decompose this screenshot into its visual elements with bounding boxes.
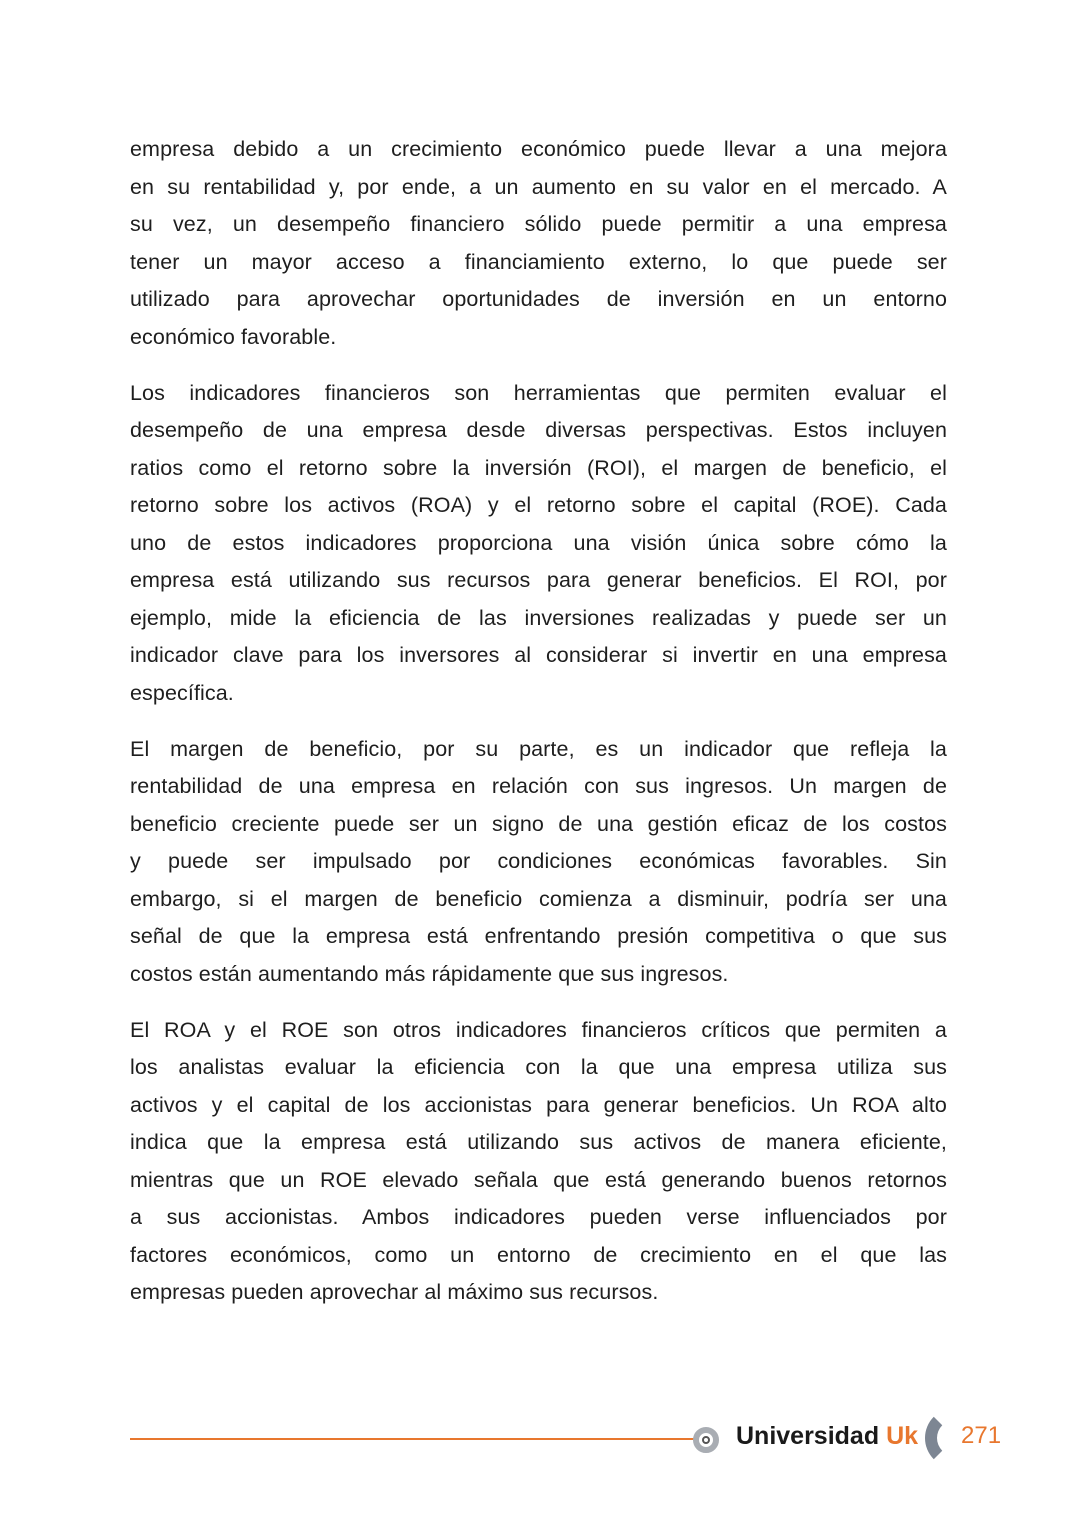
text-line: ratios como el retorno sobre la inversión (ROI), el margen de beneficio, el bbox=[130, 455, 947, 480]
footer-rule bbox=[130, 1438, 695, 1440]
text-line: desempeño de una empresa desde diversas perspectivas. Estos incluyen bbox=[130, 418, 947, 442]
paragraph bbox=[130, 131, 947, 356]
paragraph bbox=[130, 731, 947, 994]
text-line: rentabilidad de una empresa en relación con sus ingresos. Un margen de bbox=[130, 774, 947, 798]
brand-name: Universidad bbox=[736, 1422, 880, 1450]
paragraph bbox=[130, 1012, 947, 1312]
text-line: retorno sobre los activos (ROA) y el retorno sobre el capital (ROE). Cada bbox=[130, 493, 947, 517]
text-line: tener un mayor acceso a financiamiento externo, lo que puede ser bbox=[130, 249, 947, 274]
text-line: embargo, si el margen de beneficio comienza a disminuir, podría ser una bbox=[130, 886, 947, 911]
text-line: indica que la empresa está utilizando sus activos de manera eficiente, bbox=[130, 1130, 947, 1154]
text-line: mientras que un ROE elevado señala que está generando buenos retornos bbox=[130, 1167, 947, 1192]
text-line: empresas pueden aprovechar al máximo sus recursos. bbox=[130, 1280, 659, 1304]
text-line: utilizado para aprovechar oportunidades de inversión en un entorno bbox=[130, 287, 947, 311]
text-line: costos están aumentando más rápidamente que sus ingresos. bbox=[130, 961, 729, 986]
text-line: específica. bbox=[130, 680, 234, 705]
text-line: los analistas evaluar la eficiencia con la que una empresa utiliza sus bbox=[130, 1055, 947, 1079]
text-line: empresa debido a un crecimiento económico puede llevar a una mejora bbox=[130, 137, 947, 161]
brand-accent: Uk bbox=[886, 1422, 919, 1450]
footer-brand bbox=[736, 1422, 918, 1451]
text-line: en su rentabilidad y, por ende, a un aumento en su valor en el mercado. A bbox=[130, 174, 947, 199]
text-line: uno de estos indicadores proporciona una visión única sobre cómo la bbox=[130, 530, 947, 555]
text-line: ejemplo, mide la eficiencia de las inversiones realizadas y puede ser un bbox=[130, 605, 947, 630]
text-line: El ROA y el ROE son otros indicadores financieros críticos que permiten a bbox=[130, 1017, 947, 1042]
text-line: económico favorable. bbox=[130, 324, 337, 349]
paragraph bbox=[130, 375, 947, 713]
text-line: señal de que la empresa está enfrentando presión competitiva o que sus bbox=[130, 924, 947, 948]
text-line: empresa está utilizando sus recursos para generar beneficios. El ROI, por bbox=[130, 568, 947, 592]
footer-circle-icon bbox=[693, 1427, 719, 1453]
text-line: indicador clave para los inversores al considerar si invertir en una empresa bbox=[130, 643, 947, 667]
text-line: y puede ser impulsado por condiciones económicas favorables. Sin bbox=[130, 849, 947, 873]
page-number: 271 bbox=[961, 1422, 1002, 1449]
text-line: El margen de beneficio, por su parte, es un indicador que refleja la bbox=[130, 736, 947, 761]
text-line: su vez, un desempeño financiero sólido puede permitir a una empresa bbox=[130, 212, 947, 236]
body-text bbox=[130, 131, 947, 1330]
text-line: Los indicadores financieros son herramientas que permiten evaluar el bbox=[130, 380, 947, 405]
text-line: activos y el capital de los accionistas para generar beneficios. Un ROA alto bbox=[130, 1092, 947, 1117]
text-line: beneficio creciente puede ser un signo de una gestión eficaz de los costos bbox=[130, 811, 947, 836]
text-line: factores económicos, como un entorno de crecimiento en el que las bbox=[130, 1242, 947, 1267]
text-line: a sus accionistas. Ambos indicadores pueden verse influenciados por bbox=[130, 1205, 947, 1229]
